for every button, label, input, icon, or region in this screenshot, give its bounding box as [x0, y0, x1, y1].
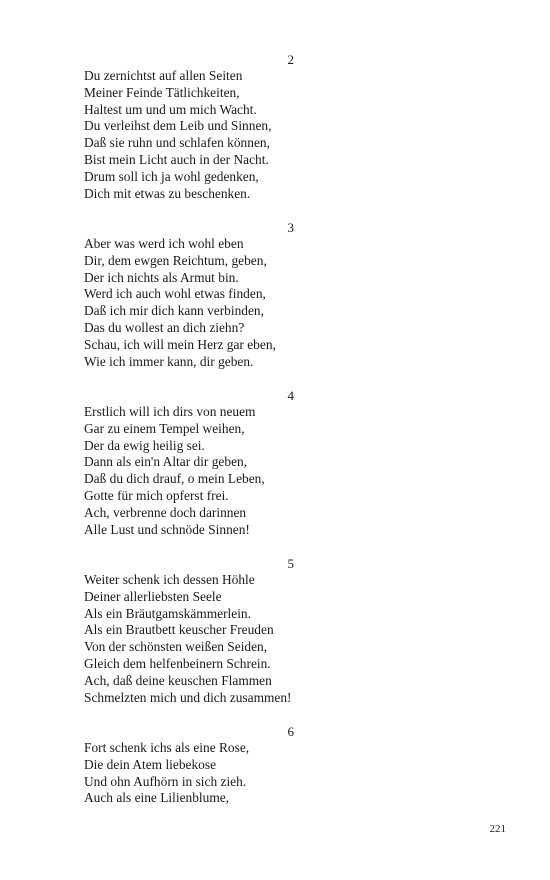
verse-line: Fort schenk ichs als eine Rose,: [84, 740, 250, 755]
stanza-number: 3: [287, 220, 294, 235]
verse-line: Schau, ich will mein Herz gar eben,: [84, 336, 276, 352]
verse-line: Die dein Atem liebekose: [84, 756, 217, 772]
verse-line: Aber was werd ich wohl eben: [84, 236, 244, 251]
verse-line: Drum soll ich ja wohl gedenken,: [84, 168, 259, 184]
verse-line: Du zernichtst auf allen Seiten: [84, 68, 243, 83]
verse-line: Als ein Bräutgamskämmerlein.: [84, 605, 251, 621]
verse-line: Schmelzten mich und dich zusammen!: [84, 689, 292, 705]
verse-line: Dich mit etwas zu beschenken.: [84, 185, 251, 201]
verse-line: Erstlich will ich dirs von neuem: [84, 404, 256, 419]
verse-line: Alle Lust und schnöde Sinnen!: [84, 521, 250, 537]
stanza-6: [84, 723, 344, 807]
verse-line: Werd ich auch wohl etwas finden,: [84, 286, 266, 302]
verse-line: Bist mein Licht auch in der Nacht.: [84, 151, 269, 167]
verse-line: Du verleihst dem Leib und Sinnen,: [84, 118, 272, 134]
verse-line: Und ohn Aufhörn in sich zieh.: [84, 773, 247, 789]
verse-line: Auch als eine Lilienblume,: [84, 790, 230, 806]
stanza-number: 4: [287, 388, 294, 403]
verse-line: Wie ich immer kann, dir geben.: [84, 353, 254, 369]
stanza-lines: [84, 236, 344, 370]
verse-line: Von der schönsten weißen Seiden,: [84, 639, 268, 655]
verse-line: Dir, dem ewgen Reichtum, geben,: [84, 252, 267, 268]
page-number: 221: [489, 823, 506, 835]
stanza-2: [84, 51, 344, 202]
verse-line: Der ich nichts als Armut bin.: [84, 269, 239, 285]
verse-line: Dann als ein'n Altar dir geben,: [84, 454, 248, 470]
stanza-lines: [84, 68, 344, 202]
stanza-5: [84, 555, 344, 706]
stanza-4: [84, 387, 344, 538]
verse-line: Meiner Feinde Tätlichkeiten,: [84, 84, 240, 100]
verse-line: Ach, verbrenne doch darinnen: [84, 504, 247, 520]
verse-line: Daß du dich drauf, o mein Leben,: [84, 471, 265, 487]
verse-line: Daß ich mir dich kann verbinden,: [84, 303, 264, 319]
stanza-lines: [84, 404, 344, 538]
verse-line: Haltest um und um mich Wacht.: [84, 101, 257, 117]
verse-line: Der da ewig heilig sei.: [84, 437, 205, 453]
verse-line: Als ein Brautbett keuscher Freuden: [84, 622, 274, 638]
stanza-3: [84, 219, 344, 370]
verse-line: Deiner allerliebsten Seele: [84, 588, 222, 604]
stanza-number: 5: [287, 556, 294, 571]
stanza-number: 2: [287, 52, 294, 67]
stanza-lines: [84, 572, 344, 706]
verse-line: Ach, daß deine keuschen Flammen: [84, 672, 272, 688]
verse-line: Weiter schenk ich dessen Höhle: [84, 572, 255, 587]
stanza-lines: [84, 740, 344, 807]
stanza-number: 6: [287, 724, 294, 739]
verse-line: Gar zu einem Tempel weihen,: [84, 420, 245, 436]
verse-line: Daß sie ruhn und schlafen können,: [84, 135, 270, 151]
verse-line: Das du wollest an dich ziehn?: [84, 319, 245, 335]
verse-line: Gleich dem helfenbeinern Schrein.: [84, 655, 271, 671]
verse-line: Gotte für mich opferst frei.: [84, 487, 229, 503]
